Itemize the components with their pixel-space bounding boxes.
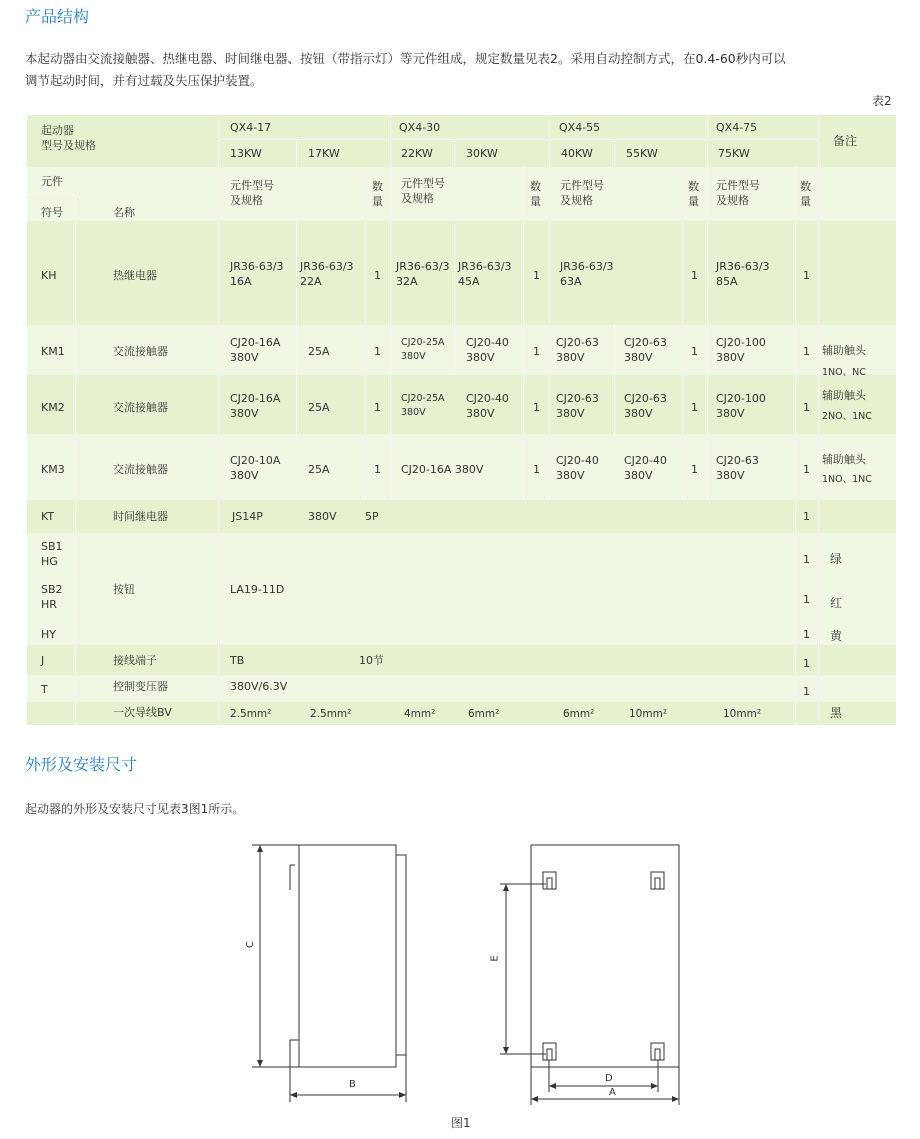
row-km1-spec: CJ20-25A 380V [401,337,445,362]
dimensions-intro: 起动器的外形及安装尺寸见表3图1所示。 [25,802,245,816]
row-j-name: 接线端子 [113,654,157,667]
row-bv-value: 2.5mm² [310,708,352,720]
row-bv-value: 6mm² [468,708,500,720]
row-bv-remark: 黑 [830,706,843,720]
row-km1-qty: 1 [374,345,381,358]
row-hy-symbol: HY [41,628,56,641]
header-model-qx4-30: QX4-30 [399,121,441,134]
header-qty: 数 量 [372,180,383,208]
row-kh-symbol: KH [41,269,57,282]
row-km3-spec: 25A [308,463,330,476]
row-kh-qty: 1 [533,269,540,282]
header-power: 75KW [718,147,750,160]
row-j-spec: 10节 [359,654,384,667]
row-kh-qty: 1 [803,269,810,282]
row-km2-spec: CJ20-16A 380V [230,392,281,420]
header-component: 元件 [41,175,63,188]
row-bv-value: 10mm² [629,708,668,720]
row-km1-qty: 1 [803,345,810,358]
row-km2-qty: 1 [691,401,698,414]
row-kh-spec: JR36-63/3 85A [716,260,770,288]
row-km2-qty: 1 [374,401,381,414]
row-sb1-symbol: SB1 HG [41,540,63,568]
row-km2-spec: CJ20-40 380V [466,392,509,420]
row-t-symbol: T [41,683,48,696]
header-model-spec: 元件型号 及规格 [401,177,445,205]
row-km3-qty: 1 [803,463,810,476]
row-button-qty: 1 [803,593,810,606]
dimension-label-d: D [605,1073,613,1084]
header-model-spec: 元件型号 及规格 [560,179,604,207]
row-km2-qty: 1 [533,401,540,414]
row-kh-name: 热继电器 [113,269,157,282]
row-kh-spec: JR36-63/3 22A [300,260,354,288]
row-bv-value: 10mm² [723,708,762,720]
intro-line-2: 调节起动时间，并有过载及失压保护装置。 [25,73,263,88]
row-kt-qty: 1 [803,510,810,523]
figure-caption: 图1 [451,1116,471,1130]
dimension-label-a: A [609,1087,616,1098]
row-t-spec: 380V/6.3V [230,680,288,693]
header-model-qx4-55: QX4-55 [559,121,601,134]
row-km1-spec: CJ20-16A 380V [230,336,281,364]
row-kt-symbol: KT [41,510,55,523]
row-button-name: 按钮 [113,583,135,596]
section-title-dimensions: 外形及安装尺寸 [25,755,138,774]
row-button-remark: 黄 [830,629,843,643]
row-km3-spec: CJ20-40 380V [624,454,667,482]
row-bv-value: 2.5mm² [230,708,272,720]
row-km3-remark: 辅助触头 [822,453,866,466]
header-power: 22KW [401,147,433,160]
header-symbol: 符号 [41,206,63,219]
row-km3-remark: 1NO、1NC [822,474,872,485]
row-j-symbol: J [41,654,45,667]
row-kt-name: 时间继电器 [113,510,168,523]
row-kt-spec: 5P [365,510,379,523]
row-km1-qty: 1 [533,345,540,358]
header-name: 名称 [113,206,135,219]
row-km2-spec: CJ20-63 380V [556,392,599,420]
row-km3-symbol: KM3 [41,463,65,476]
header-qty: 数 量 [688,180,699,208]
row-button-remark: 绿 [830,552,843,566]
row-km1-spec: 25A [308,345,330,358]
header-power: 30KW [466,147,498,160]
row-button-remark: 红 [830,596,843,610]
row-km2-spec: CJ20-63 380V [624,392,667,420]
row-km3-qty: 1 [691,463,698,476]
row-km1-name: 交流接触器 [113,345,168,358]
row-bv-value: 4mm² [404,708,436,720]
row-km1-remark: 辅助触头 [822,344,866,357]
row-t-qty: 1 [803,685,810,698]
header-spec-label: 起动器 型号及规格 [41,124,96,152]
row-km2-remark: 2NO、1NC [822,411,872,422]
row-kt-spec: JS14P [232,510,263,523]
row-km2-remark: 辅助触头 [822,389,866,402]
row-km3-qty: 1 [374,463,381,476]
header-model-spec: 元件型号 及规格 [716,179,760,207]
row-kh-qty: 1 [691,269,698,282]
row-j-qty: 1 [803,657,810,670]
row-km2-qty: 1 [803,401,810,414]
dimension-label-e: E [489,955,501,962]
section-title-structure: 产品结构 [25,7,90,26]
header-power: 17KW [308,147,340,160]
row-kt-spec: 380V [308,510,337,523]
row-kh-spec: JR36-63/3 16A [230,260,284,288]
row-kh-spec: JR36-63/3 63A [560,260,614,288]
row-t-name: 控制变压器 [113,680,168,693]
header-model-qx4-17: QX4-17 [230,121,272,134]
row-j-spec: TB [230,654,245,667]
row-km3-spec: CJ20-10A 380V [230,454,281,482]
row-km2-spec: CJ20-25A 380V [401,393,445,418]
row-km1-spec: CJ20-100 380V [716,336,766,364]
table-caption: 表2 [872,94,892,108]
row-bv-value: 6mm² [563,708,595,720]
row-km3-spec: CJ20-40 380V [556,454,599,482]
header-remark: 备注 [833,134,858,148]
row-kh-spec: JR36-63/3 45A [458,260,512,288]
dimension-label-c: C [244,941,256,948]
row-km2-symbol: KM2 [41,401,65,414]
header-model-spec: 元件型号 及规格 [230,179,274,207]
row-km1-spec: CJ20-40 380V [466,336,509,364]
row-button-spec: LA19-11D [230,583,285,596]
row-km3-spec: CJ20-63 380V [716,454,759,482]
row-km3-spec: CJ20-16A 380V [401,463,484,476]
header-power: 40KW [561,147,593,160]
row-button-qty: 1 [803,553,810,566]
row-km1-symbol: KM1 [41,345,65,358]
row-km3-qty: 1 [533,463,540,476]
row-bv-name: 一次导线BV [113,706,172,719]
row-km1-remark: 1NO、NC [822,367,866,378]
header-qty: 数 量 [530,180,541,208]
row-kh-spec: JR36-63/3 32A [396,260,450,288]
row-km2-spec: 25A [308,401,330,414]
row-km2-name: 交流接触器 [113,401,168,414]
row-km2-spec: CJ20-100 380V [716,392,766,420]
row-km1-qty: 1 [691,345,698,358]
row-km3-name: 交流接触器 [113,463,168,476]
header-power: 55KW [626,147,658,160]
row-kh-qty: 1 [374,269,381,282]
dimension-label-b: B [349,1079,356,1090]
row-button-qty: 1 [803,628,810,641]
row-sb2-symbol: SB2 HR [41,583,63,611]
row-km1-spec: CJ20-63 380V [624,336,667,364]
header-model-qx4-75: QX4-75 [716,121,758,134]
header-qty: 数 量 [800,180,811,208]
header-power: 13KW [230,147,262,160]
intro-line-1: 本起动器由交流接触器、热继电器、时间继电器、按钮（带指示灯）等元件组成，规定数量见表2。采用自动控制方式，在0.4-60秒内可以 [25,51,786,66]
row-km1-spec: CJ20-63 380V [556,336,599,364]
